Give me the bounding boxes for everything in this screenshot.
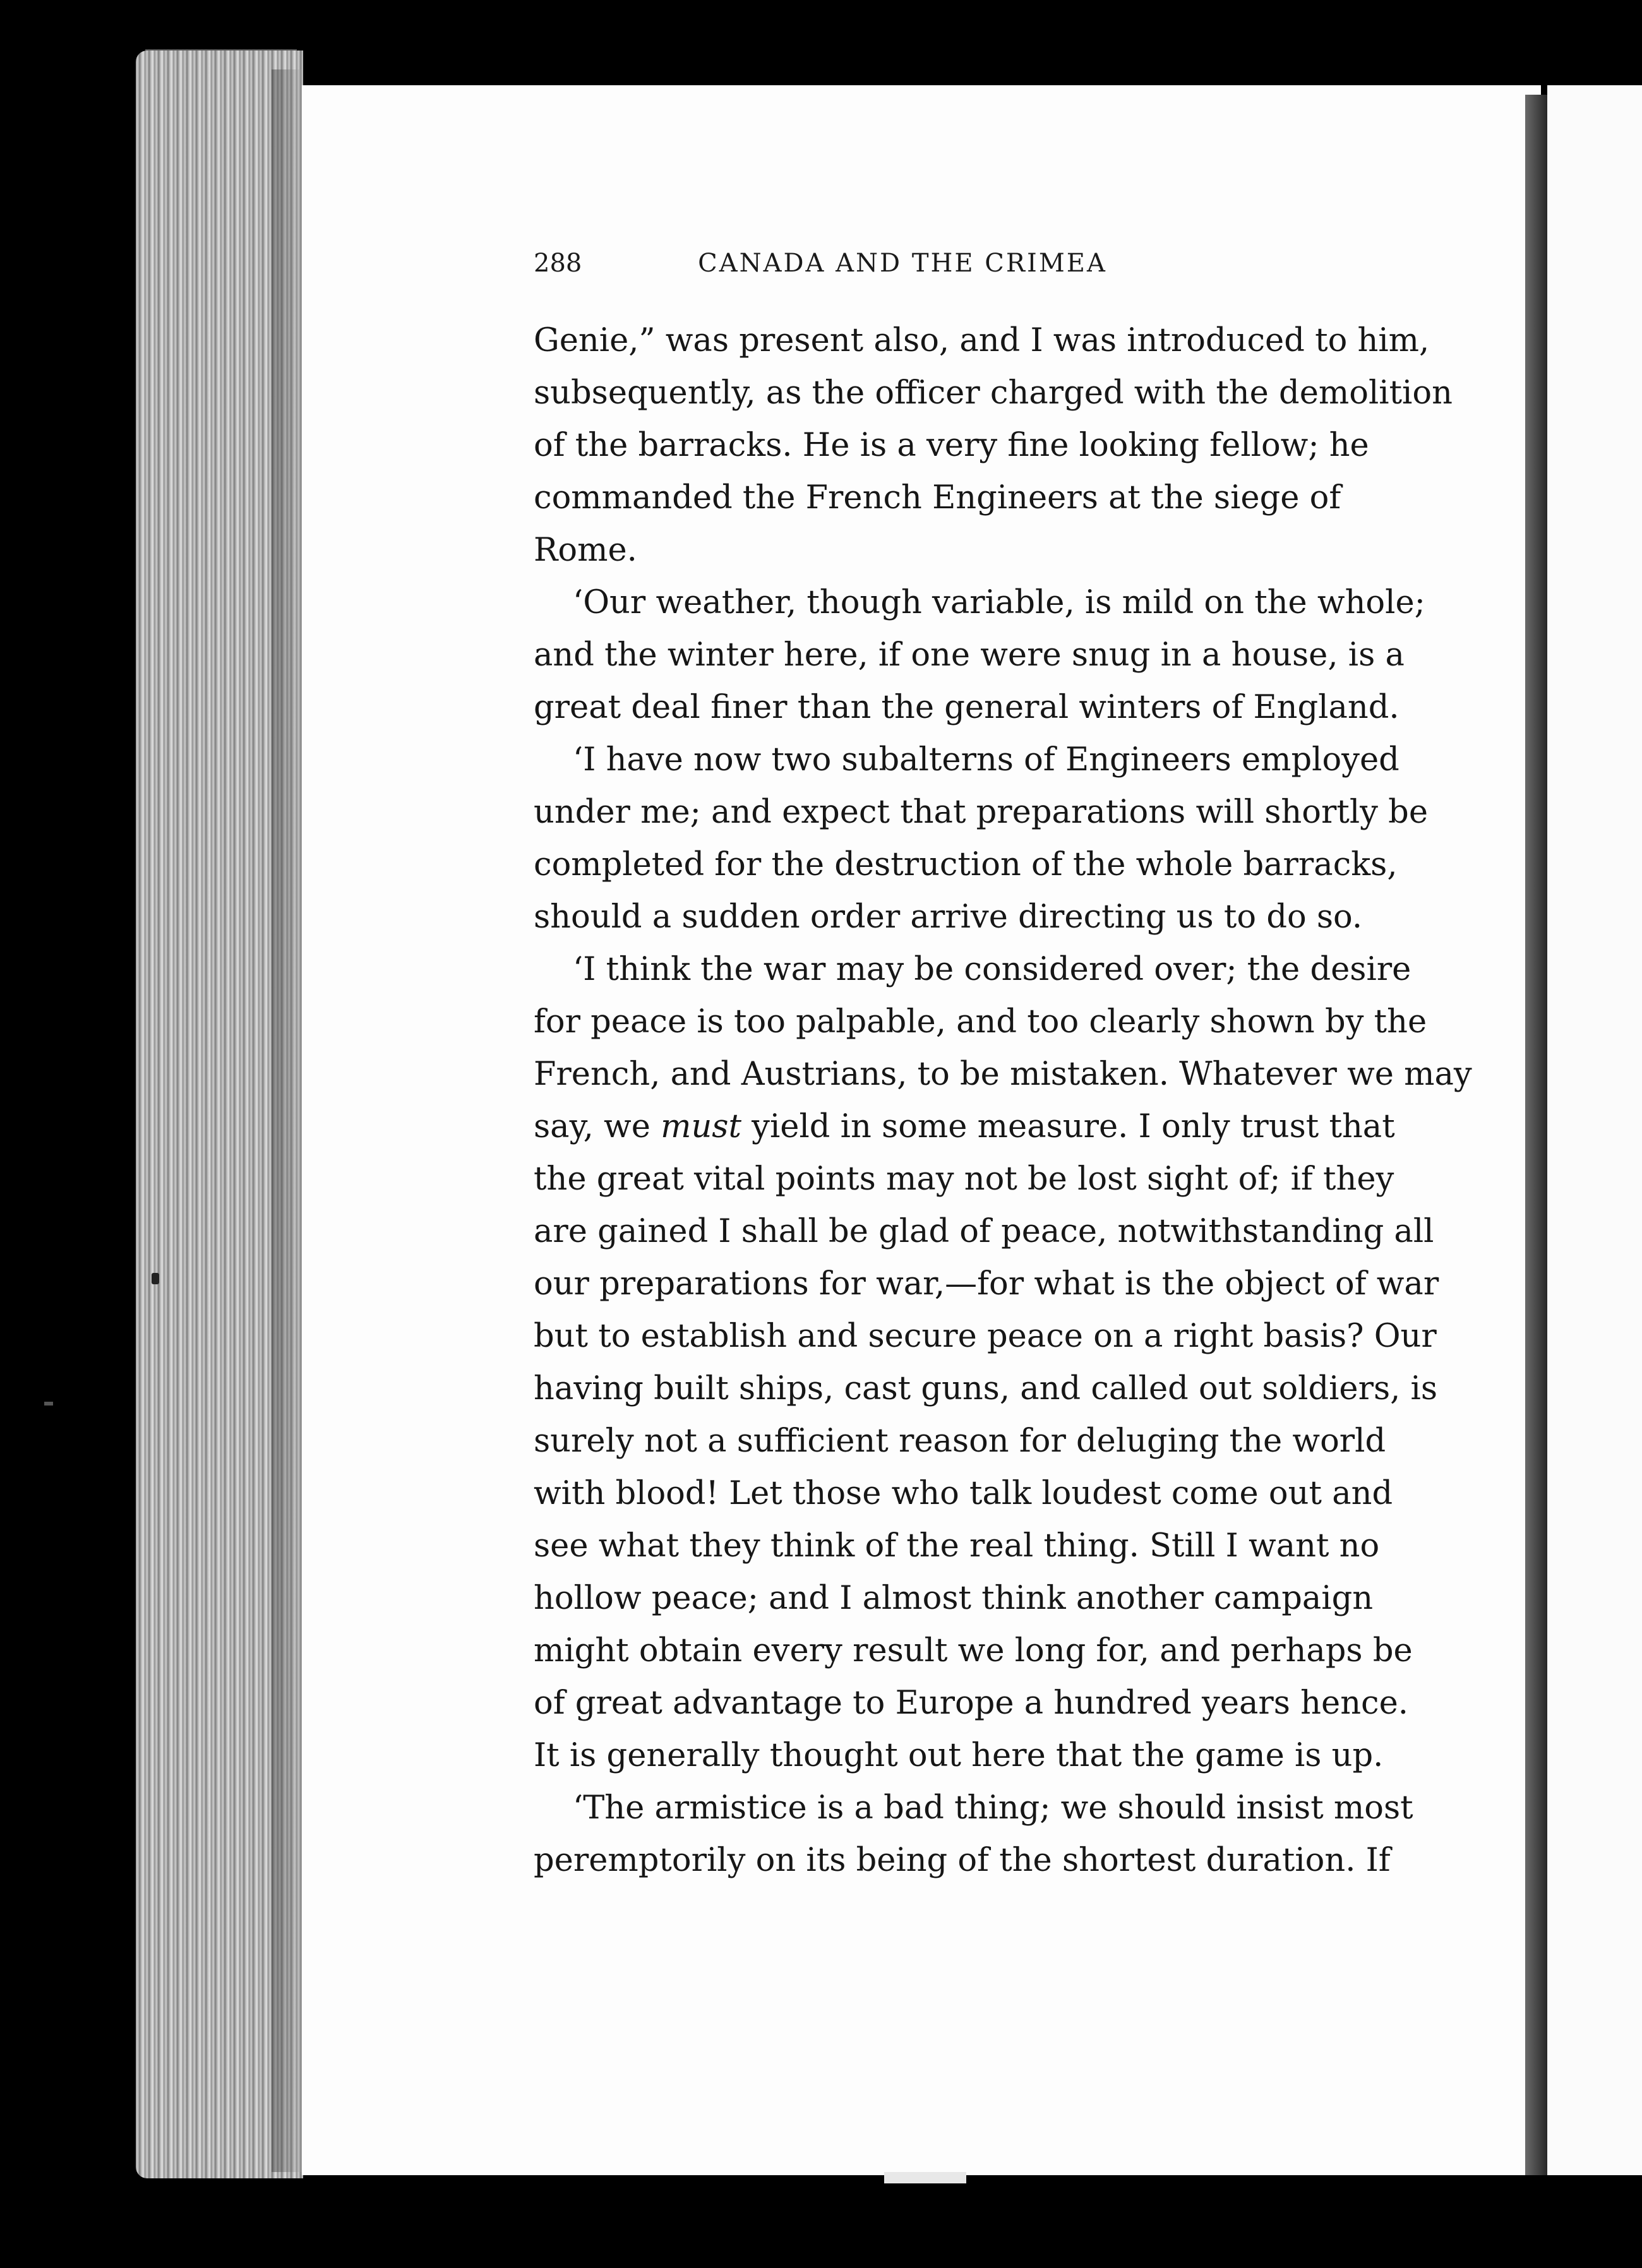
text-line: ‘I think the war may be considered over; the desire [573,951,1411,988]
page-header [534,244,1202,282]
text-line: great deal finer than the general winters of England. [534,689,1399,726]
text-line: Rome. [534,532,637,569]
page-bottom-mark [884,2172,966,2183]
text-line: subsequently, as the officer charged with the demolition [534,374,1453,412]
text-line: for peace is too palpable, and too clearly shown by the [534,1003,1427,1041]
text-line: hollow peace; and I almost think another campaign [534,1580,1374,1617]
text-line: of the barracks. He is a very fine looking fellow; he [534,427,1369,464]
text-line: and the winter here, if one were snug in a house, is a [534,636,1405,674]
text-line: the great vital points may not be lost sight of; if they [534,1161,1394,1198]
text-line: are gained I shall be glad of peace, notwithstanding all [534,1213,1434,1250]
text-line [534,1101,1449,1153]
running-head: CANADA AND THE CRIMEA [698,249,1107,278]
text-line: French, and Austrians, to be mistaken. Whatever we may [534,1056,1472,1093]
page-edge-shadow [272,69,303,2172]
margin-mark [44,1402,53,1406]
italic-word: must [661,1108,741,1145]
text-run: yield in some measure. I only trust that [741,1108,1395,1145]
text-line: our preparations for war,—for what is the object of war [534,1265,1439,1303]
text-line: might obtain every result we long for, and perhaps be [534,1632,1413,1669]
body-text [534,314,1472,1887]
text-line: ‘I have now two subalterns of Engineers employed [573,741,1399,779]
text-line: with blood! Let those who talk loudest come out and [534,1475,1393,1512]
text-line: having built ships, cast guns, and called out soldiers, is [534,1370,1438,1407]
text-line: ‘Our weather, though variable, is mild on the whole; [573,584,1425,621]
text-line: It is generally thought out here that the game is up. [534,1737,1384,1774]
margin-mark [152,1273,159,1284]
facing-page [1547,85,1642,2175]
book-gutter [1525,95,1550,2175]
text-line: Genie,” was present also, and I was introduced to him, [534,322,1430,359]
text-line: completed for the destruction of the whole barracks, [534,846,1398,883]
text-line: under me; and expect that preparations will shortly be [534,794,1428,831]
text-line: commanded the French Engineers at the siege of [534,479,1341,516]
page-number: 288 [534,249,582,278]
text-line: should a sudden order arrive directing us to do so. [534,898,1363,936]
text-line: of great advantage to Europe a hundred years hence. [534,1685,1408,1722]
text-run: say, we [534,1108,661,1145]
text-line: peremptorily on its being of the shortest duration. If [534,1842,1391,1879]
text-line: surely not a sufficient reason for deluging the world [534,1423,1386,1460]
text-line: but to establish and secure peace on a right basis? Our [534,1318,1437,1355]
text-line: ‘The armistice is a bad thing; we should insist most [573,1789,1413,1827]
text-line: see what they think of the real thing. Still I want no [534,1527,1380,1565]
